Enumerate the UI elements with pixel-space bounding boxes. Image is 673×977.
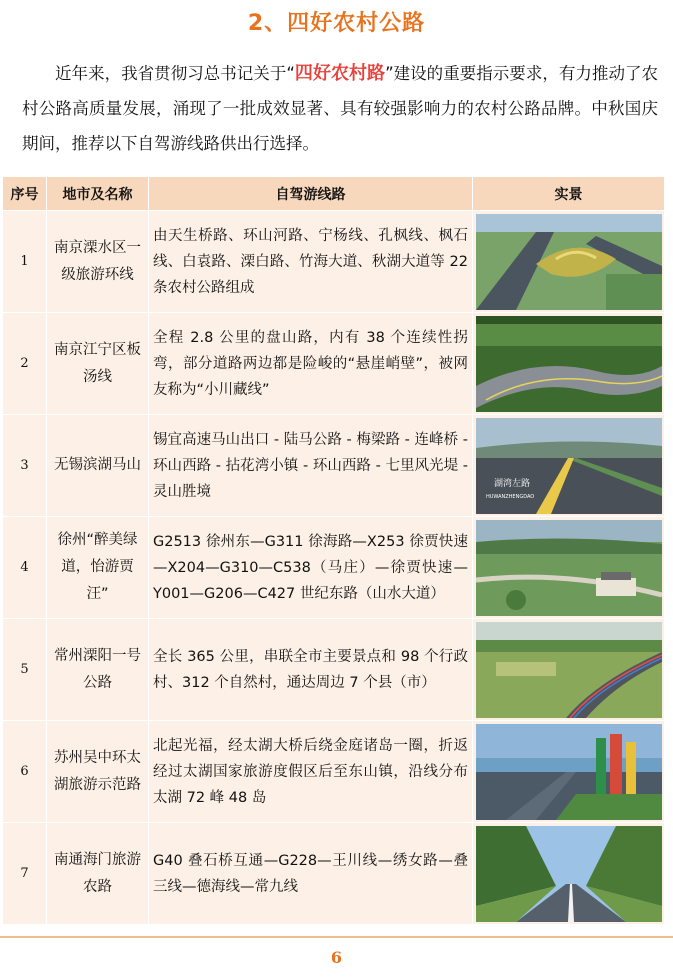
tree-lined-road-photo bbox=[476, 826, 662, 922]
taihu-road-photo bbox=[476, 724, 662, 820]
lakeside-road-photo bbox=[476, 418, 662, 514]
table-row bbox=[3, 313, 665, 415]
table-row bbox=[3, 721, 665, 823]
header-photo: 实景 bbox=[473, 177, 665, 211]
intro-paragraph bbox=[22, 56, 658, 161]
table-row bbox=[3, 823, 665, 925]
table-row bbox=[3, 415, 665, 517]
row-place: 南京江宁区板汤线 bbox=[47, 313, 149, 415]
header-place: 地市及名称 bbox=[47, 177, 149, 211]
road-paint-subtext: HUWANZHENGDAO bbox=[486, 493, 535, 500]
intro-after: ”建设的重要指示要求，有力推动了农村公路高质量发展，涌现了一批成效显著、具有较强影响力的农村公路品牌。中秋国庆期间，推荐以下自驾游线路供出行选择。 bbox=[22, 64, 658, 153]
row-place: 常州溧阳一号公路 bbox=[47, 619, 149, 721]
row-place: 南京溧水区一级旅游环线 bbox=[47, 211, 149, 313]
row-route: 全程 2.8 公里的盘山路，内有 38 个连续性拐弯，部分道路两边都是险峻的“悬崖峭壁”，被网友称为“小川藏线” bbox=[149, 313, 473, 415]
row-number: 6 bbox=[3, 721, 47, 823]
row-route: 全长 365 公里，串联全市主要景点和 98 个行政村、312 个自然村，通达周边 7 个县（市） bbox=[149, 619, 473, 721]
row-number: 2 bbox=[3, 313, 47, 415]
footer-divider bbox=[0, 936, 673, 938]
row-photo-cell bbox=[473, 619, 665, 721]
row-number: 7 bbox=[3, 823, 47, 925]
row-route: 北起光福，经太湖大桥后绕金庭诸岛一圈，折返经过太湖国家旅游度假区后至东山镇，沿线分布太湖 72 峰 48 岛 bbox=[149, 721, 473, 823]
row-photo-cell bbox=[473, 517, 665, 619]
table-row bbox=[3, 619, 665, 721]
section-title: 2、四好农村公路 bbox=[247, 11, 426, 36]
row-route: 锡宜高速马山出口 - 陆马公路 - 梅梁路 - 连峰桥 - 环山西路 - 拈花湾小镇 - 环山西路 - 七里风光堤 - 灵山胜境 bbox=[149, 415, 473, 517]
aerial-road-photo bbox=[476, 214, 662, 310]
table-row bbox=[3, 517, 665, 619]
table-row bbox=[3, 211, 665, 313]
header-route: 自驾游线路 bbox=[149, 177, 473, 211]
row-number: 4 bbox=[3, 517, 47, 619]
row-route: 由天生桥路、环山河路、宁杨线、孔枫线、枫石线、白袁路、溧白路、竹海大道、秋湖大道等 22 条农村公路组成 bbox=[149, 211, 473, 313]
header-no: 序号 bbox=[3, 177, 47, 211]
row-photo-cell bbox=[473, 823, 665, 925]
row-photo-cell bbox=[473, 211, 665, 313]
row-number: 5 bbox=[3, 619, 47, 721]
row-photo-cell bbox=[473, 721, 665, 823]
rainbow-road-photo bbox=[476, 622, 662, 718]
page-number: 6 bbox=[330, 948, 343, 967]
park-road-photo bbox=[476, 520, 662, 616]
row-place: 苏州吴中环太湖旅游示范路 bbox=[47, 721, 149, 823]
row-place: 徐州“醉美绿道，怡游贾汪” bbox=[47, 517, 149, 619]
row-number: 3 bbox=[3, 415, 47, 517]
table-header-row bbox=[3, 177, 665, 211]
row-number: 1 bbox=[3, 211, 47, 313]
road-paint-text: 湖湾左路 bbox=[494, 478, 531, 489]
row-route: G2513 徐州东—G311 徐海路—X253 徐贾快速—X204—G310—C538（马庄）—徐贾快速—Y001—G206—C427 世纪东路（山水大道） bbox=[149, 517, 473, 619]
intro-highlight: 四好农村路 bbox=[294, 63, 386, 84]
route-table bbox=[2, 176, 665, 925]
row-route: G40 叠石桥互通—G228—王川线—绣女路—叠三线—德海线—常九线 bbox=[149, 823, 473, 925]
row-place: 南通海门旅游农路 bbox=[47, 823, 149, 925]
row-place: 无锡滨湖马山 bbox=[47, 415, 149, 517]
row-photo-cell bbox=[473, 415, 665, 517]
row-photo-cell bbox=[473, 313, 665, 415]
mountain-road-photo bbox=[476, 316, 662, 412]
intro-before: 近年来，我省贯彻习总书记关于“ bbox=[55, 64, 295, 83]
